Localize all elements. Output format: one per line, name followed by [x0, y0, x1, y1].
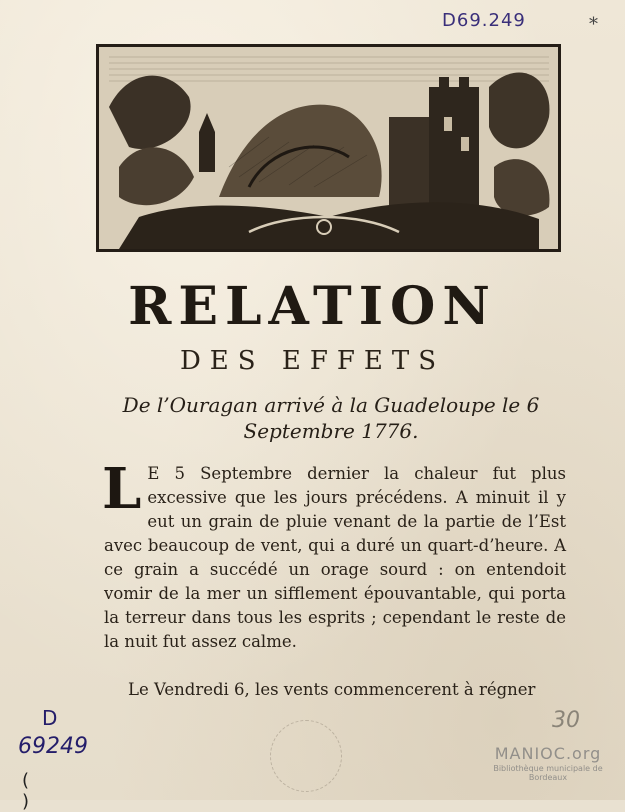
stamp-letter: D: [42, 706, 58, 730]
paragraph-text: E 5 Septembre dernier la chaleur fut plus excessive que les jours précédens. A minuit il y eut un grain de pluie venant de la partie de l’Est avec beaucoup de vent, qui a duré un quart-d’heure. A ce grain a succédé un orage sourd : on entendoit vomir de la mer un sifflement épouvantable, qui porta la terreur dans tous les esprits ; cependant le reste de la nuit fut assez calme.: [104, 464, 566, 651]
stamp-number: 69249: [18, 734, 88, 759]
document-title: RELATION: [128, 276, 497, 337]
watermark-subtitle: Bibliothèque municipale de Bordeaux: [493, 764, 603, 782]
library-stamp: [6, 706, 88, 812]
pencil-annotation: 30: [552, 708, 580, 733]
shelfmark-label: D69.249: [442, 10, 526, 31]
document-intro: De l’Ouragan arrivé à la Guadeloupe le 6 Septembre 1776.: [122, 393, 540, 443]
document-subtitle: DES EFFETS: [179, 346, 446, 376]
continuation-line: Le Vendredi 6, les vents commencerent à régner: [128, 680, 536, 699]
stamp-paren: ( ): [22, 770, 48, 812]
engraved-vignette-illustration: [96, 44, 561, 252]
faint-seal: [270, 720, 342, 792]
watermark-logo: MANIOC.org: [494, 744, 602, 763]
drop-cap: L: [102, 456, 142, 522]
vignette-drawing: [99, 47, 558, 249]
corner-mark: *: [589, 14, 598, 35]
body-paragraph: [102, 456, 566, 654]
manioc-watermark: [478, 744, 618, 782]
